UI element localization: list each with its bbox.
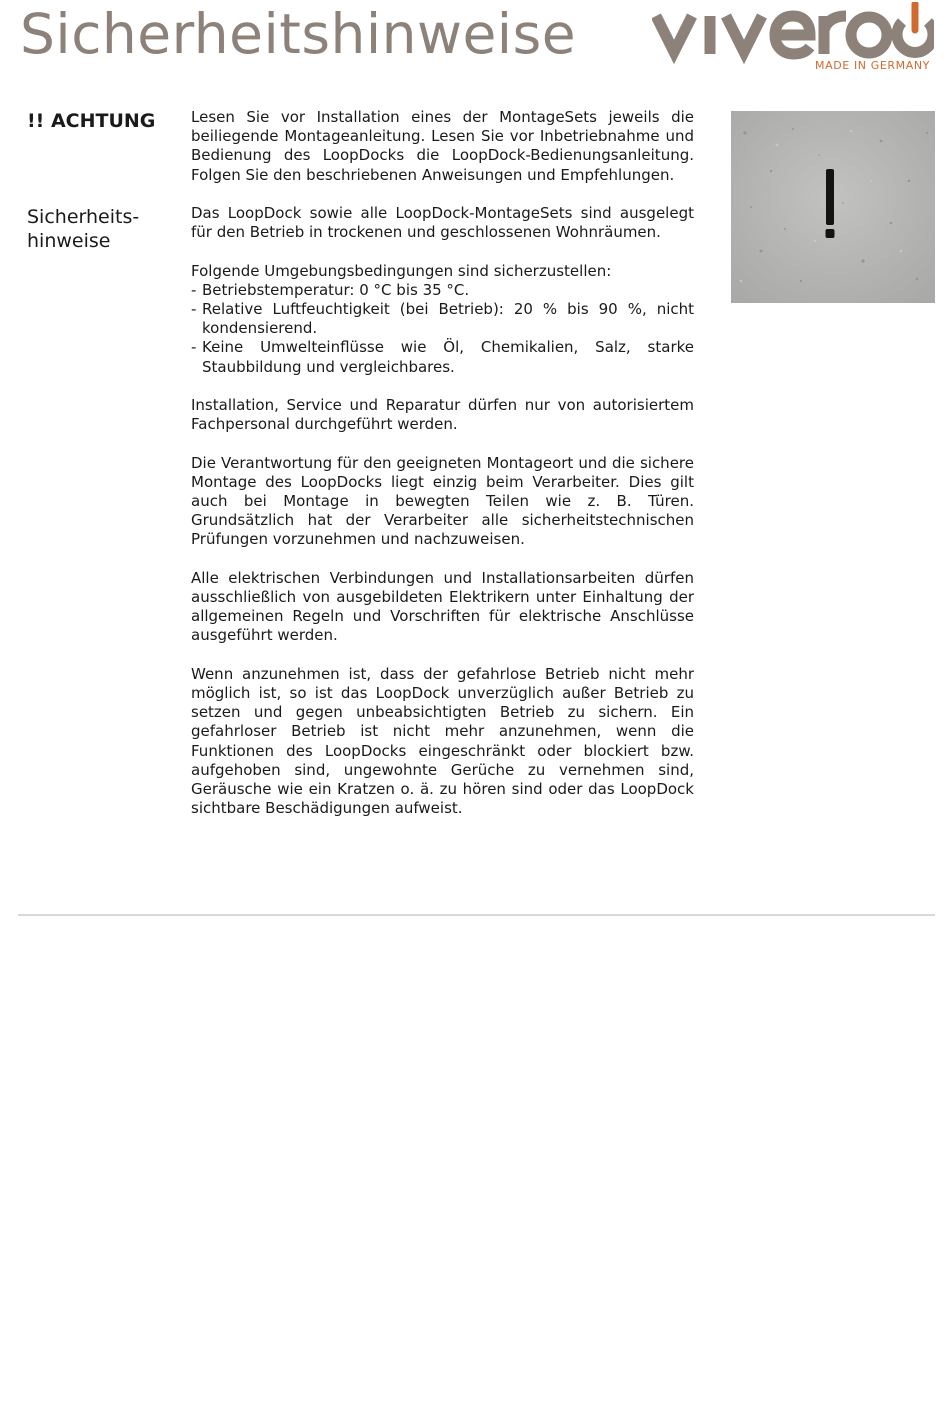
body-text [191,108,694,838]
paragraph-electrical: Alle elektrischen Verbindungen und Installationsarbeiten dürfen ausschließlich von ausgebildeten Elektrikern unter Einhaltung der allgemeinen Regeln und Vorschriften für elektrische Anschlüsse ausgeführt werden. [191,568,694,645]
paragraph-responsibility: Die Verantwortung für den geeigneten Montageort und die sichere Montage des LoopDocks liegt einzig beim Verarbeiter. Dies gilt auch bei Montage in bewegten Teilen wie z. B. Türen. Grundsätzlich hat der Verarbeiter alle sicherheitstechnischen Prüfungen vorzunehmen und nachzuweisen. [191,453,694,549]
requirement-item: - Relative Luftfeuchtigkeit (bei Betrieb): 20 % bis 90 %, nicht kondensierend. [191,300,694,338]
requirements-intro: Folgende Umgebungsbedingungen sind sicherzustellen: [191,261,612,280]
logo-tagline: MADE IN GERMANY [815,59,930,72]
paragraph-service: Installation, Service und Reparatur dürfen nur von autorisiertem Fachpersonal durchgeführt werden. [191,396,694,434]
environment-requirements [191,262,694,377]
warning-image [731,111,935,303]
paragraph-usage-scope: Das LoopDock sowie alle LoopDock-MontageSets sind ausgelegt für den Betrieb in trockenen und geschlossenen Wohnräumen. [191,204,694,242]
sicherheit-label-line2: hinweise [27,230,111,252]
paragraph-installation-notice: Lesen Sie vor Installation eines der MontageSets jeweils die beiliegende Montageanleitung. Lesen Sie vor Inbetriebnahme und Bedienung des LoopDocks die LoopDock-Bedienungsanleitung. Folgen Sie den beschriebenen Anweisungen und Empfehlungen. [191,108,694,184]
requirement-item: - Betriebstemperatur: 0 °C bis 35 °C. [191,281,694,300]
exclamation-mark-icon [731,111,935,303]
achtung-label: !! ACHTUNG [27,110,156,132]
sicherheitshinweise-label [27,205,177,253]
page-title: Sicherheitshinweise [20,2,577,66]
paragraph-safe-operation: Wenn anzunehmen ist, dass der gefahrlose Betrieb nicht mehr möglich ist, so ist das LoopDock unverzüglich außer Betrieb zu setzen und gegen unbeabsichtigten Betrieb zu sichern. Ein gefahrloser Betrieb ist nicht mehr anzunehmen, wenn die Funktionen des LoopDocks eingeschränkt oder blockiert bzw. aufgehoben sind, ungewohnte Gerüche zu vernehmen sind, Geräusche wie ein Kratzen o. ä. zu hören sind oder das LoopDock sichtbare Beschädigungen aufweist. [191,664,694,818]
requirement-item: - Keine Umwelteinflüsse wie Öl, Chemikalien, Salz, starke Staubbildung und vergleichbares. [191,338,694,376]
requirements-list [191,281,694,377]
footer-divider [18,914,935,916]
sicherheit-label-line1: Sicherheits- [27,206,140,228]
